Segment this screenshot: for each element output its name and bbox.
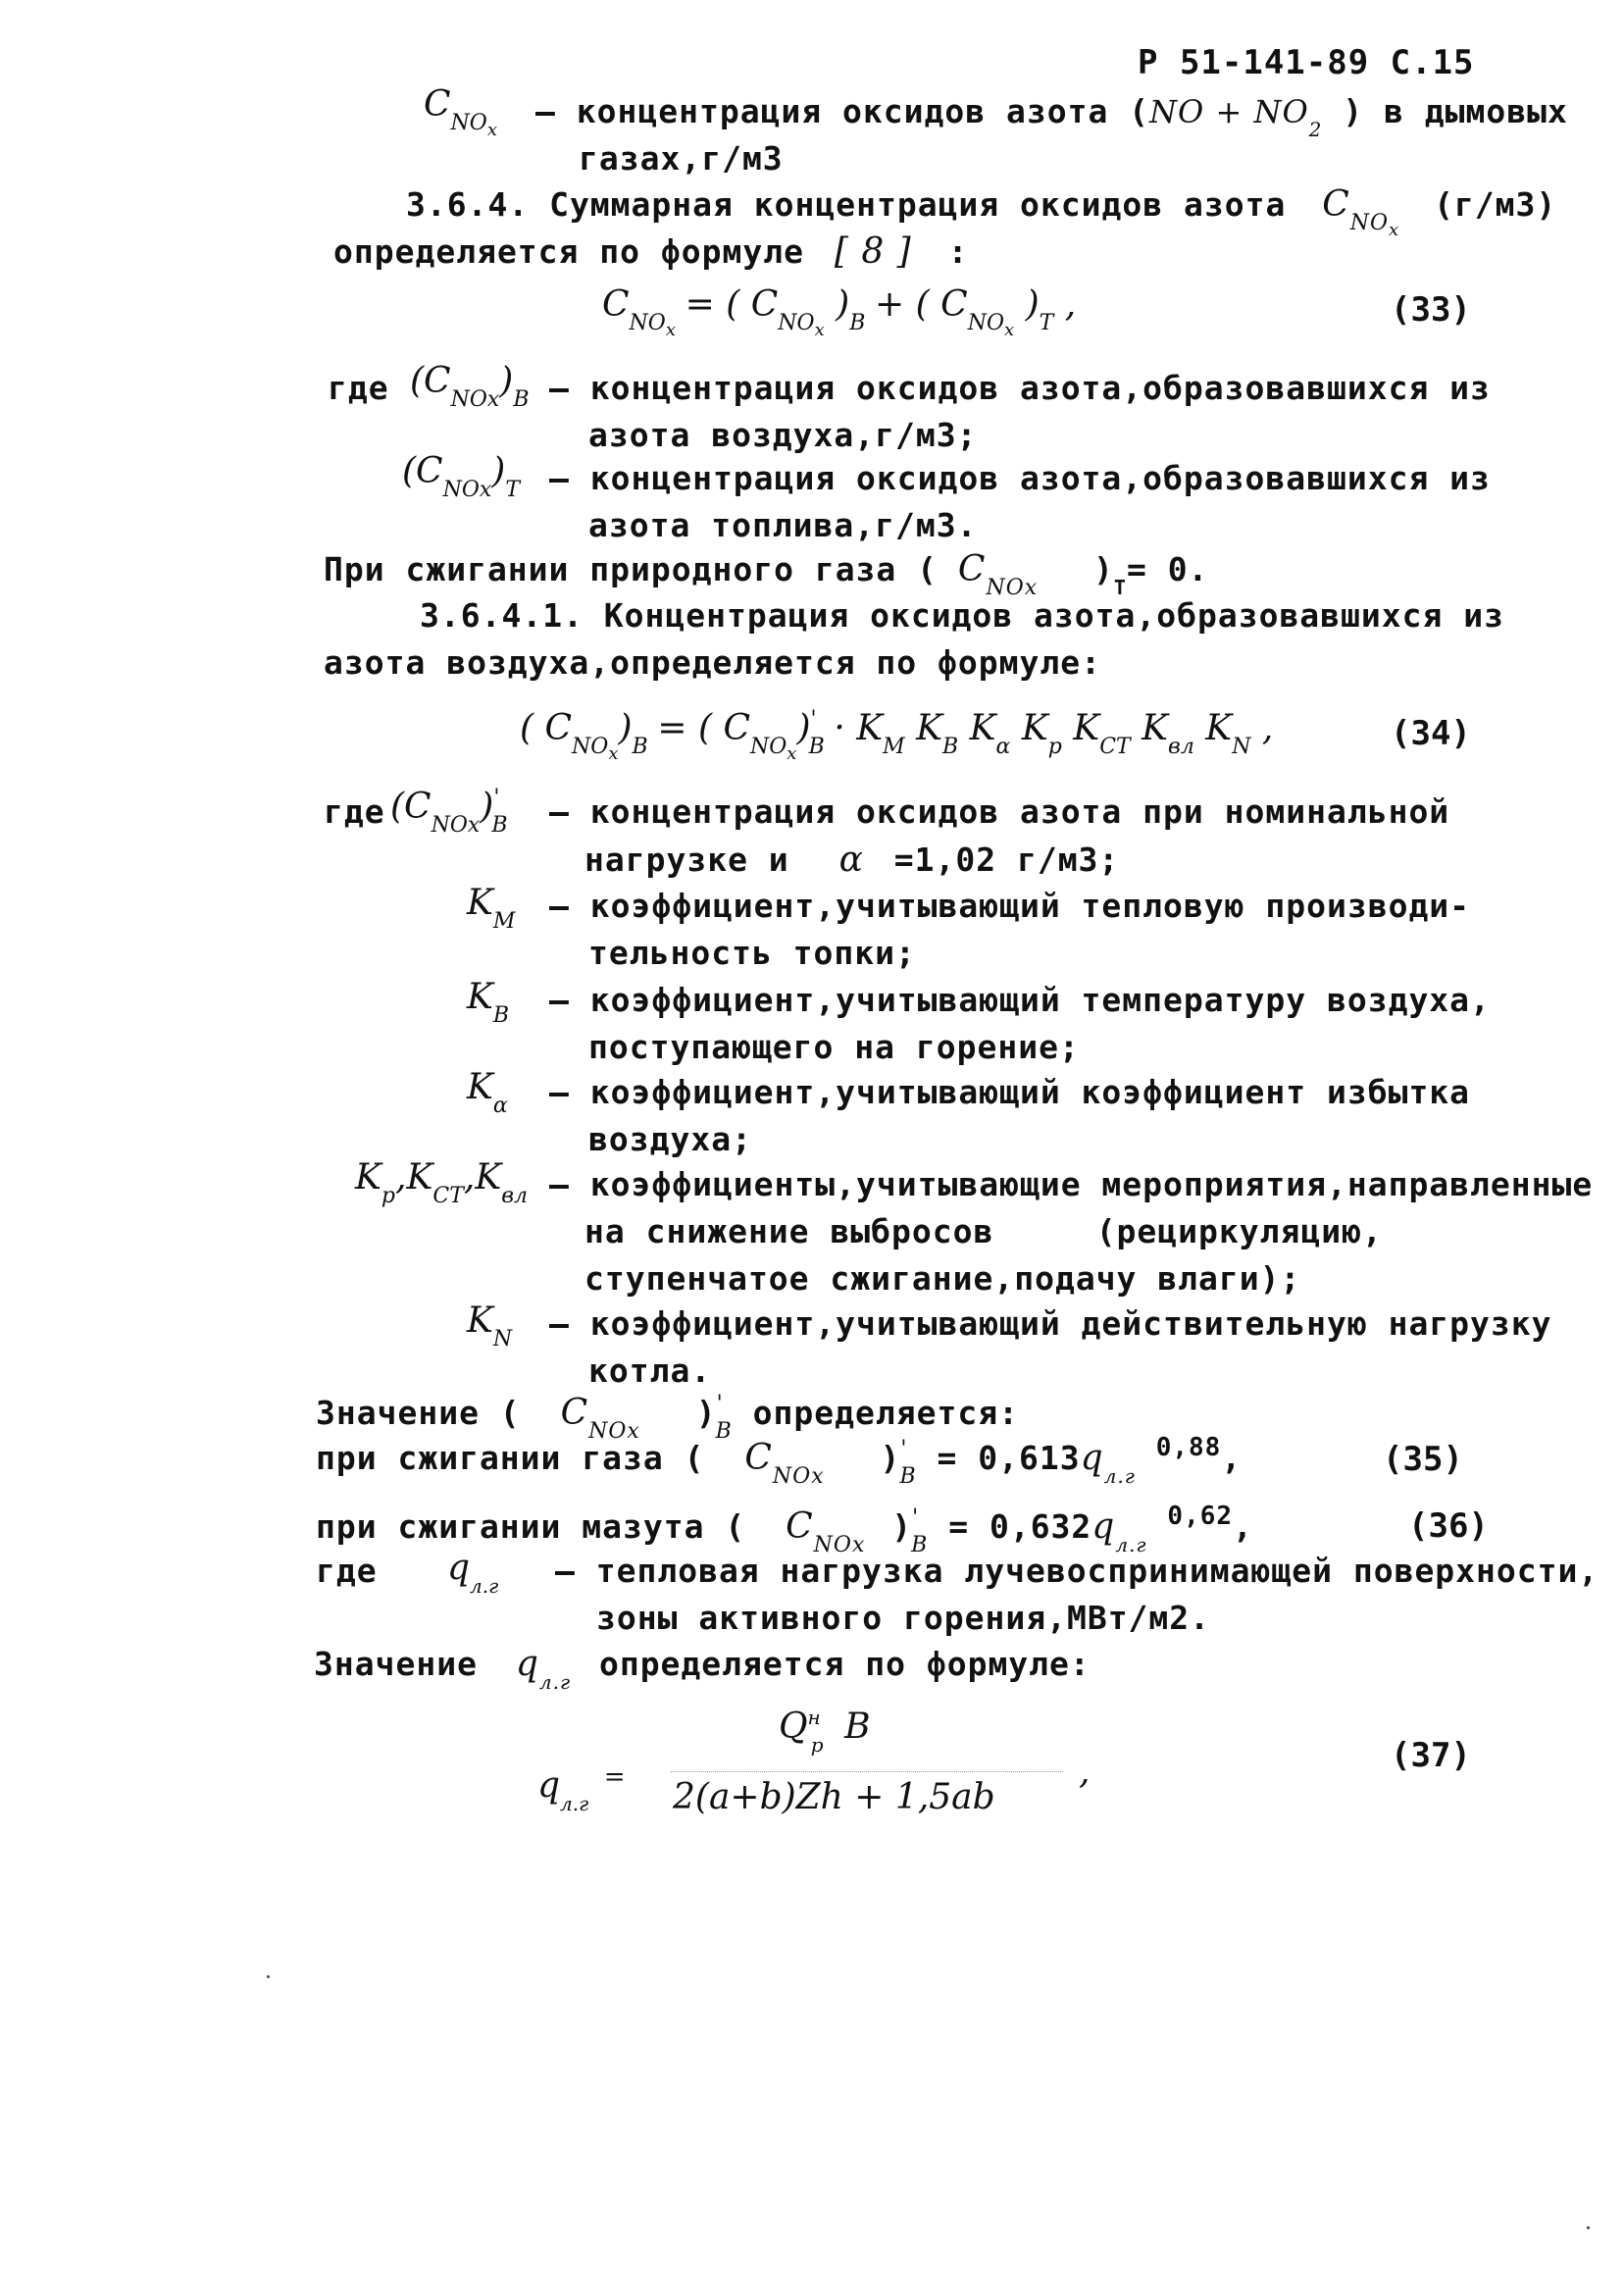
symbol-kalpha: Kα [467,1067,508,1118]
equation-37-denominator: 2(a+b)Zh + 1,5ab [673,1777,995,1817]
equation-33: CNOx = ( CNOx )B + ( CNOx )T , [602,284,1077,340]
definition-km-1: – коэффициент,учитывающий тепловую производи- [549,887,1471,925]
definition-kp-3: ступенчатое сжигание,подачу влаги); [584,1259,1301,1298]
definition-q-lg-1: – тепловая нагрузка лучевоспринимающей поверхности, [555,1552,1599,1590]
equation-37-lhs: qл.г = [537,1762,626,1815]
definition-cnox-b-2: азота воздуха,г/м3; [588,416,978,454]
scan-speck [1587,2226,1590,2229]
definition-kalpha-1: – коэффициент,учитывающий коэффициент избытка [549,1073,1471,1111]
where-label-2: где [324,792,385,831]
definition-nominal-2: нагрузке и α =1,02 г/м3; [584,840,1120,880]
symbol-cnox-b-nominal: (CNOx)'B [390,786,508,838]
gas-burning-formula: при сжигании газа ( $C_{NOx}$ )$'_B = 0,613q_{л.г}$ $^{0,88}$, [316,1433,1243,1489]
definition-kb-2: поступающего на горение; [588,1028,1080,1066]
natural-gas-statement: При сжигании природного газа ( $C_{NOx}$ )$_T= 0$. [324,549,1209,600]
definition-cnox-units: газах,г/м3 [579,139,784,178]
value-q-formula-intro: Значение $q_{л.г}$ определяется по формуле: [314,1644,1091,1694]
equation-37-comma: , [1079,1752,1091,1792]
section-3-6-4-line1: 3.6.4. Суммарная концентрация оксидов азота $C_{NOx}$ (г/м3) [406,184,1557,240]
definition-kalpha-2: воздуха; [588,1120,752,1158]
definition-kp-2: на снижение выбросов (рециркуляцию, [584,1212,1383,1250]
definition-kp-1: – коэффициенты,учитывающие мероприятия,направленные [549,1165,1594,1203]
definition-cnox-text: – концентрация оксидов азота ($NO + NO_2$ ) в дымовых [535,92,1568,141]
equation-33-number: (33) [1391,290,1471,330]
definition-q-lg-2: зоны активного горения,МВт/м2. [596,1599,1211,1637]
equation-36-number: (36) [1408,1506,1489,1546]
where-label-3: где [316,1552,378,1590]
section-3-6-4-line2: определяется по формуле [ 8 ] : [333,231,969,272]
definition-nominal-1: – концентрация оксидов азота при номинальной [549,792,1450,831]
symbol-km: KM [467,883,516,934]
symbol-cnox-t: (CNOx)T [402,451,521,502]
definition-km-2: тельность топки; [588,934,916,972]
equation-37-number: (37) [1391,1736,1471,1775]
definition-cnox-b-1: – концентрация оксидов азота,образовавшихся из [549,369,1491,407]
equation-37-numerator: Qнр B [779,1706,871,1757]
symbol-kn: KN [467,1300,513,1351]
symbol-kb: KB [467,977,510,1028]
page-reference: Р 51-141-89 С.15 [1138,43,1475,82]
equation-37-fraction-line [671,1771,1063,1772]
equation-34: ( CNOx)B = ( CNOx)'B · KM KB Kα Kp KCT Kвл KN , [520,707,1274,764]
definition-cnox-t-2: азота топлива,г/м3. [588,506,978,544]
equation-34-number: (34) [1391,714,1471,753]
equation-35-number: (35) [1383,1440,1463,1479]
mazut-burning-formula: при сжигании мазута ( $C_{NOx}$ )$'_B = 0,632q_{л.г}$ $^{0,62}$, [316,1502,1253,1557]
definition-cnox: CNOx [424,84,497,140]
value-determined-line: Значение ( $C_{NOx}$ )$'_B$ определяется: [316,1392,1019,1444]
symbol-q-lg: qл.г [447,1548,499,1598]
symbol-kp-kct-kvl: Kp,KCT,Kвл [355,1157,529,1208]
section-3-6-4-1-line2: азота воздуха,определяется по формуле: [324,643,1101,682]
where-label-1: где [328,369,389,407]
definition-kn-2: котла. [588,1351,712,1390]
definition-kn-1: – коэффициент,учитывающий действительную нагрузку [549,1304,1552,1343]
scan-speck [267,1975,270,1978]
symbol-cnox-b: (CNOx)B [410,361,530,412]
section-3-6-4-1-line1: 3.6.4.1. Концентрация оксидов азота,образовавшихся из [420,596,1504,635]
definition-cnox-t-1: – концентрация оксидов азота,образовавшихся из [549,459,1491,497]
definition-kb-1: – коэффициент,учитывающий температуру воздуха, [549,981,1491,1019]
